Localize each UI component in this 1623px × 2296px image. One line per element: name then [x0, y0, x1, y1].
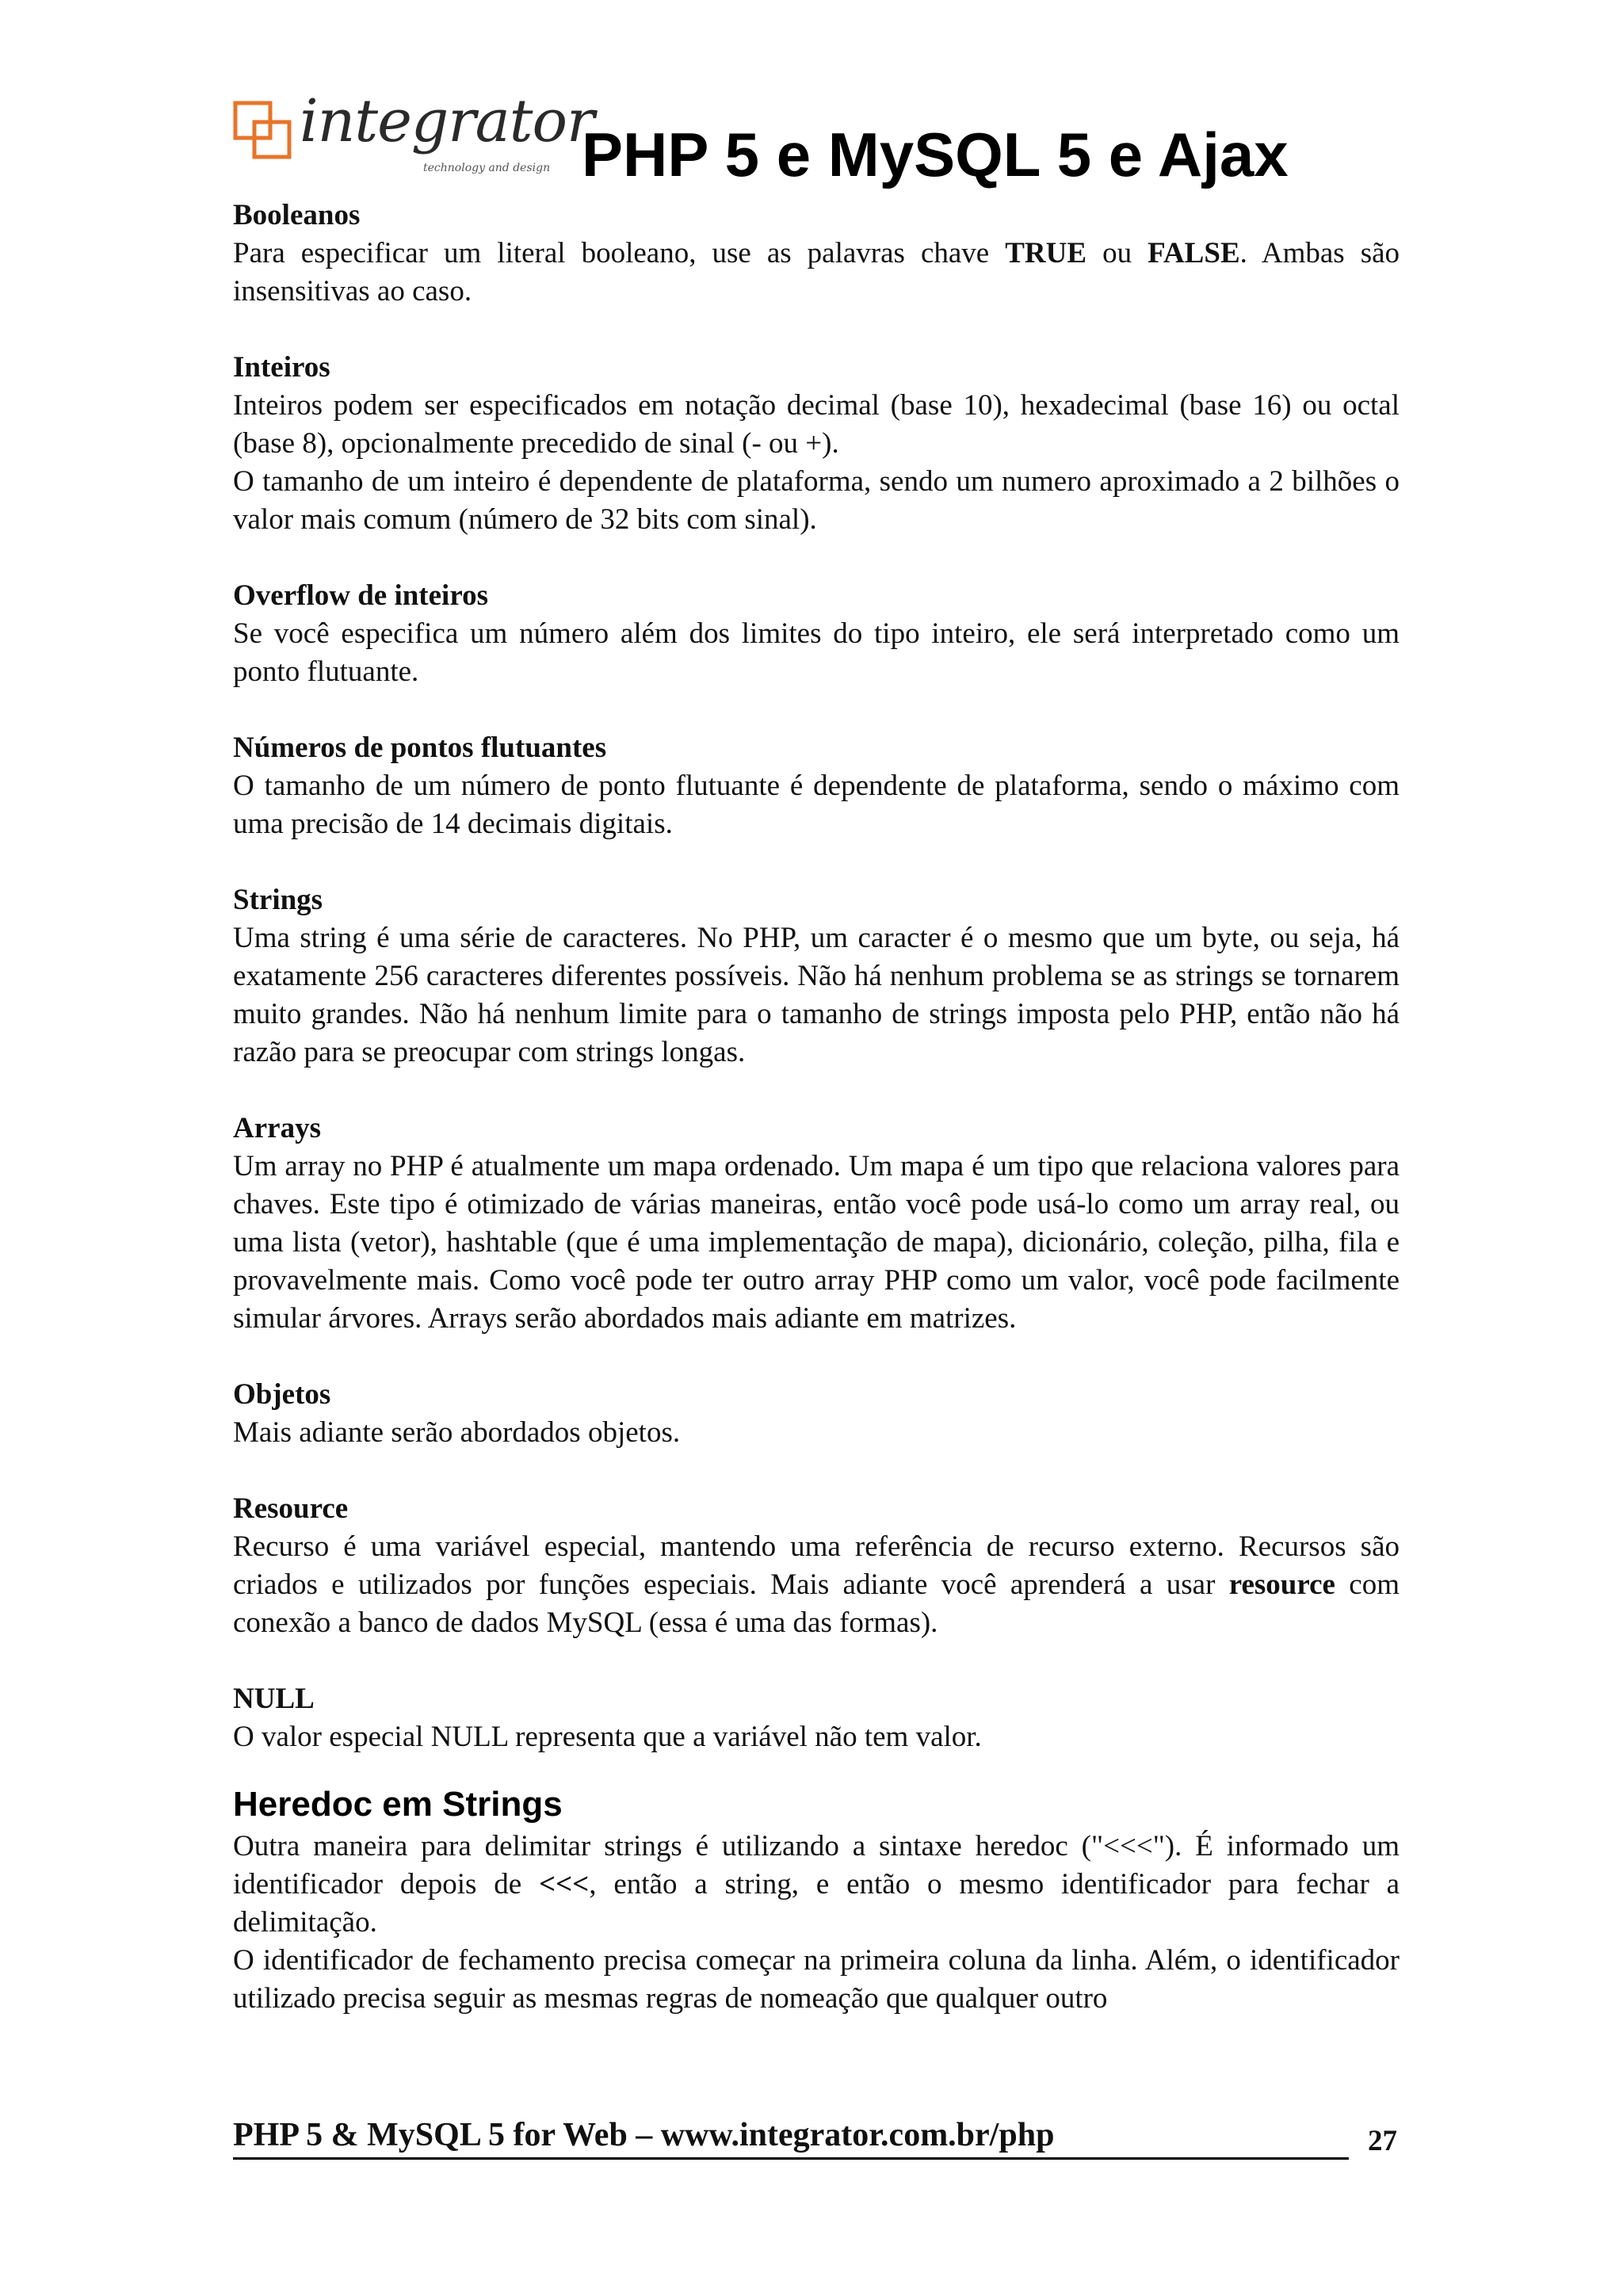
logo-squares-icon [233, 97, 292, 166]
section-paragraph [233, 1718, 1400, 1756]
section-title: Overflow de inteiros [233, 579, 488, 612]
section-title: Inteiros [233, 351, 330, 384]
section-title: NULL [233, 1683, 315, 1715]
section-paragraph [233, 767, 1400, 843]
bold-keyword: FALSE [1148, 237, 1240, 269]
book-title: PHP 5 e MySQL 5 e Ajax [582, 120, 1289, 189]
section-list [233, 197, 1400, 1778]
section-spacer [233, 843, 1400, 881]
section-title: Booleanos [233, 199, 361, 231]
heredoc-body [233, 1828, 1400, 2018]
page-content [233, 197, 1400, 2018]
section-title: Arrays [233, 1112, 321, 1144]
text-run: Recurso é uma variável especial, mantendo uma referência de recurso externo. Recursos são criados e utilizados por funções especiais. Mais adiante você aprenderá a usar [233, 1530, 1400, 1601]
heredoc-heading: Heredoc em Strings [233, 1785, 563, 1824]
section-paragraph [233, 615, 1400, 691]
integrator-logo [233, 87, 594, 181]
text-run: Um array no PHP é atualmente um mapa ordenado. Um mapa é um tipo que relaciona valores para chaves. Este tipo é otimizado de várias maneiras, então você pode usá-lo como um array real, ou uma lista (vetor), hashtable (que é uma implementação de mapa), dicionário, coleção, pilha, fila e provavelmente mais. Como você pode ter outro array PHP como um valor, você pode facilmente simular árvores. Arrays serão abordados mais adiante em matrizes. [233, 1150, 1400, 1335]
section-title: Números de pontos flutuantes [233, 732, 607, 764]
text-run: Mais adiante serão abordados objetos. [233, 1416, 681, 1449]
text-run: O tamanho de um número de ponto flutuante é dependente de plataforma, sendo o máximo com uma precisão de 14 decimais digitais. [233, 770, 1400, 840]
section-title: Objetos [233, 1378, 331, 1411]
bold-keyword: <<< [539, 1868, 590, 1901]
section-spacer [233, 1642, 1400, 1680]
section-paragraph [233, 1528, 1400, 1642]
section-title: Resource [233, 1492, 349, 1525]
text-run: Uma string é uma série de caracteres. No PHP, um caracter é o mesmo que um byte, ou seja, há exatamente 256 caracteres diferentes possíveis. Não há nenhum problema se as strings se tornarem muito grandes. Não há nenhum limite para o tamanho de strings imposta pelo PHP, então não há razão para se preocupar com strings longas. [233, 922, 1400, 1068]
text-run: O identificador de fechamento precisa começar na primeira coluna da linha. Além, o identificador utilizado precisa seguir as mesmas regras de nomeação que qualquer outro [233, 1944, 1400, 2015]
text-run: O tamanho de um inteiro é dependente de plataforma, sendo um numero aproximado a 2 bilhões o valor mais comum (número de 32 bits com sinal). [233, 465, 1400, 536]
text-run: com conexão a banco de dados MySQL (essa é uma das formas). [233, 1568, 1400, 1639]
page-number: 27 [1368, 2125, 1397, 2157]
bold-keyword: TRUE [1005, 237, 1087, 269]
section-paragraph [233, 1148, 1400, 1338]
section-paragraph [233, 919, 1400, 1072]
text-run: . Ambas são insensitivas ao caso. [233, 237, 1400, 308]
page-footer [233, 2115, 1349, 2160]
logo-wordmark: integrator [300, 87, 594, 155]
heredoc-paragraph [233, 1828, 1400, 1942]
text-run: Para especificar um literal booleano, use as palavras chave [233, 237, 1006, 269]
section-paragraph [233, 1414, 1400, 1452]
section-spacer [233, 311, 1400, 349]
section-paragraph [233, 235, 1400, 311]
text-run: Inteiros podem ser especificados em notação decimal (base 10), hexadecimal (base 16) ou octal (base 8), opcionalmente precedido de sinal (- ou +). [233, 389, 1400, 460]
text-run: Se você especifica um número além dos limites do tipo inteiro, ele será interpretado como um ponto flutuante. [233, 617, 1400, 688]
text-run: Outra maneira para delimitar strings é utilizando a sintaxe heredoc ("<<<"). É informado um identificador depois de [233, 1830, 1400, 1901]
section-spacer [233, 1072, 1400, 1110]
section-spacer [233, 539, 1400, 577]
section-spacer [233, 1452, 1400, 1490]
logo-tagline: technology and design [423, 162, 551, 174]
section-spacer [233, 691, 1400, 729]
bold-keyword: resource [1228, 1568, 1335, 1601]
section-title: Strings [233, 884, 323, 916]
text-run: O valor especial NULL representa que a variável não tem valor. [233, 1721, 982, 1753]
section-paragraph [233, 387, 1400, 463]
section-spacer [233, 1756, 1400, 1778]
section-spacer [233, 1338, 1400, 1376]
footer-text: PHP 5 & MySQL 5 for Web – www.integrator.com.br/php [233, 2117, 1055, 2153]
text-run: ou [1086, 237, 1148, 269]
heredoc-paragraph [233, 1942, 1400, 2018]
text-run: , então a string, e então o mesmo identificador para fechar a delimitação. [233, 1868, 1400, 1939]
section-paragraph [233, 463, 1400, 539]
